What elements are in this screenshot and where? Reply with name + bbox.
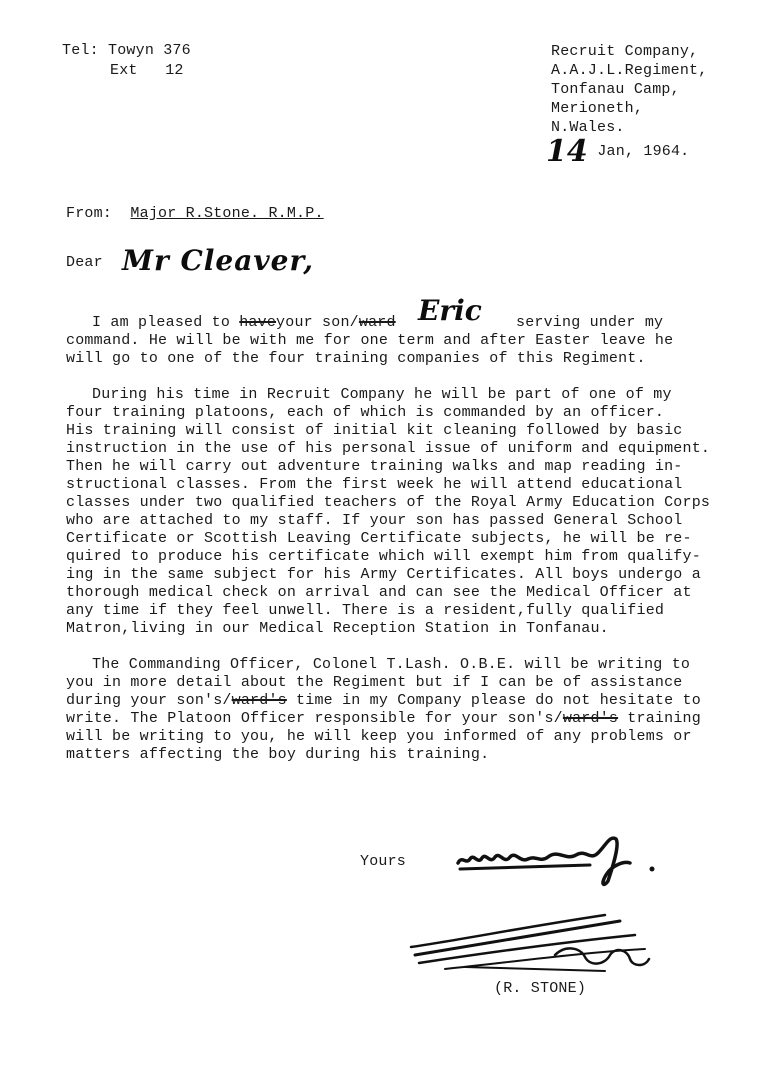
body-line: matters affecting the boy during his training. — [66, 746, 490, 763]
address-line: N.Wales. — [551, 119, 625, 136]
body-line: Matron,living in our Medical Reception Station in Tonfanau. — [66, 620, 609, 637]
body-line: instruction in the use of his personal issue of uniform and equipment. — [66, 440, 711, 457]
date-line — [546, 134, 690, 169]
address-line: Recruit Company, — [551, 43, 699, 60]
body-line: will be writing to you, he will keep you informed of any problems or — [66, 728, 692, 745]
body-line: During his time in Recruit Company he will be part of one of my — [92, 386, 672, 403]
body-line: Certificate or Scottish Leaving Certificate subjects, he will be re- — [66, 530, 692, 547]
son-name-handwritten: Eric — [418, 294, 482, 327]
sincerely-handwritten — [440, 825, 670, 895]
struck-ward: ward's — [231, 692, 287, 709]
body-line: His training will consist of initial kit cleaning followed by basic — [66, 422, 683, 439]
paragraph-1-first-line: I am pleased to haveyour son/ward — [92, 314, 396, 331]
body-line: four training platoons, each of which is commanded by an officer. — [66, 404, 665, 421]
ext-number: 12 — [165, 62, 184, 79]
address-line: A.A.J.L.Regiment, — [551, 62, 708, 79]
address-line: Merioneth, — [551, 100, 644, 117]
tel-exchange: Towyn 376 — [108, 42, 191, 59]
body-line: you in more detail about the Regiment but if I can be of assistance — [66, 674, 683, 691]
telephone-line — [62, 42, 191, 60]
body-line: classes under two qualified teachers of the Royal Army Education Corps — [66, 494, 711, 511]
tel-label: Tel: — [62, 42, 99, 59]
date-rest: Jan, 1964. — [597, 143, 690, 160]
body-line: structional classes. From the first week he will attend educational — [66, 476, 683, 493]
body-line: thorough medical check on arrival and can see the Medical Officer at — [66, 584, 692, 601]
paragraph-1-first-line-end: serving under my — [516, 314, 664, 331]
body-line: command. He will be with me for one term and after Easter leave he — [66, 332, 674, 349]
signature-scrawl — [405, 905, 665, 980]
salutation-line — [66, 244, 314, 277]
signature-printed-name: (R. STONE) — [494, 980, 587, 997]
date-day-handwritten: 14 — [546, 134, 588, 169]
extension-line — [110, 62, 184, 80]
body-line: who are attached to my staff. If your son has passed General School — [66, 512, 683, 529]
from-line — [66, 205, 324, 223]
dear-label: Dear — [66, 254, 103, 271]
from-label: From: — [66, 205, 113, 222]
body-line: any time if they feel unwell. There is a resident,fully qualified — [66, 602, 665, 619]
body-line: during your son's/ward's time in my Company please do not hesitate to — [66, 692, 701, 709]
from-name: Major R.Stone. R.M.P. — [130, 205, 324, 222]
body-line: The Commanding Officer, Colonel T.Lash. O.B.E. will be writing to — [92, 656, 691, 673]
body-line: will go to one of the four training companies of this Regiment. — [66, 350, 646, 367]
body-line: quired to produce his certificate which will exempt him from qualify- — [66, 548, 701, 565]
body-line: ing in the same subject for his Army Certificates. All boys undergo a — [66, 566, 701, 583]
struck-ward: ward — [358, 314, 396, 331]
body-line: Then he will carry out adventure training walks and map reading in- — [66, 458, 683, 475]
address-line: Tonfanau Camp, — [551, 81, 680, 98]
ext-label: Ext — [110, 62, 138, 79]
struck-ward: ward's — [562, 710, 619, 727]
closing-yours: Yours — [360, 853, 407, 870]
body-line: write. The Platoon Officer responsible for your son's/ward's training — [66, 710, 701, 727]
struck-have: have — [239, 314, 277, 331]
salutation-name-handwritten: Mr Cleaver, — [122, 244, 314, 277]
